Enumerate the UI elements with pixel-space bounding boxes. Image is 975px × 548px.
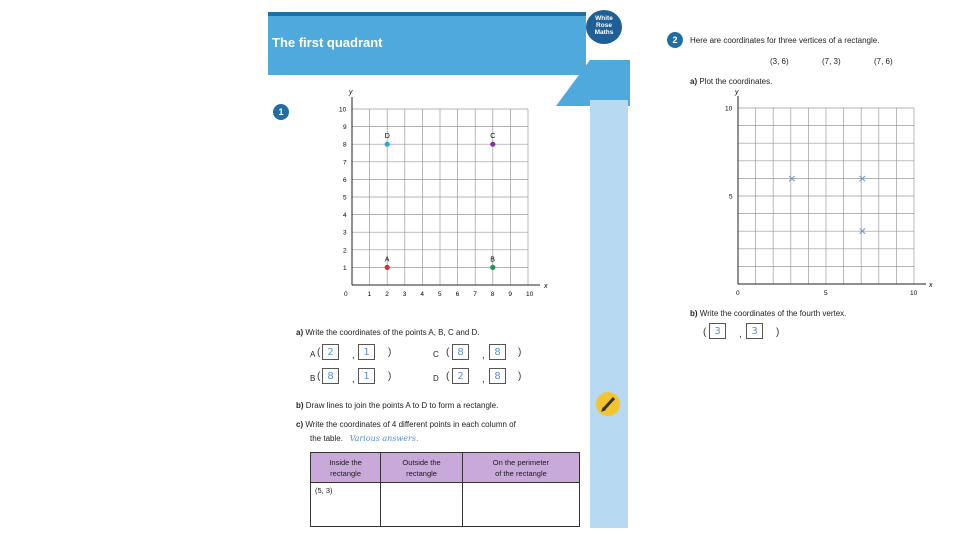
- comma: ,: [482, 350, 485, 361]
- plotted-point-2: ×: [857, 171, 867, 185]
- handwritten-note: Various answers.: [349, 434, 419, 443]
- table-header-perimeter: On the perimeter of the rectangle: [462, 453, 579, 483]
- q2-coord-1: (3, 6): [770, 57, 789, 66]
- answer-b-label: B: [310, 374, 316, 383]
- answer-c-x[interactable]: 8: [452, 344, 469, 360]
- answer-c-label: C: [433, 350, 439, 359]
- question-1-coordinate-grid: [330, 89, 550, 320]
- paren: ): [518, 371, 522, 382]
- banner-edge: [268, 12, 586, 16]
- page-title: The first quadrant: [272, 35, 383, 50]
- table-cell-inside[interactable]: (5, 3): [311, 483, 381, 527]
- table-cell-perimeter[interactable]: [462, 483, 579, 527]
- comma: ,: [482, 374, 485, 385]
- paren: ): [518, 347, 522, 358]
- point-c: [490, 142, 495, 147]
- answer-a-y[interactable]: 1: [358, 344, 375, 360]
- q2-part-a: a) Plot the coordinates.: [690, 77, 773, 86]
- answer-b-x[interactable]: 8: [322, 368, 339, 384]
- paren: ): [388, 347, 392, 358]
- question-1-badge: 1: [273, 104, 289, 120]
- point-a: [385, 265, 390, 270]
- table-header-inside: Inside the rectangle: [311, 453, 381, 483]
- x-tick-label: 10: [526, 291, 534, 298]
- q1-part-a: a) Write the coordinates of the points A, B, C and D.: [296, 328, 480, 337]
- comma: ,: [352, 350, 355, 361]
- answer-d-x[interactable]: 2: [452, 368, 469, 384]
- y-axis-label: y: [349, 89, 353, 96]
- paren: ): [776, 327, 780, 338]
- q2-part-b: b) Write the coordinates of the fourth vertex.: [690, 309, 847, 318]
- x-tick-label: 4: [420, 291, 425, 298]
- x-tick-label: 1: [367, 291, 372, 298]
- x-tick-label: 5: [438, 291, 442, 298]
- y-tick-label: 10: [725, 105, 733, 113]
- pencil-icon: [596, 392, 620, 416]
- y-axis-label: y: [735, 89, 739, 96]
- q1-part-c: c) Write the coordinates of 4 different points in each column of: [296, 420, 516, 429]
- y-tick-label: 5: [343, 194, 347, 202]
- x-tick-label: 0: [344, 291, 348, 298]
- x-tick-label: 0: [736, 290, 740, 297]
- x-tick-label: 10: [910, 290, 918, 297]
- plotted-point-3: ×: [857, 224, 867, 238]
- question-2-badge: 2: [667, 32, 683, 48]
- y-tick-label: 4: [343, 212, 347, 220]
- point-label-a: A: [384, 256, 390, 264]
- paren: (: [317, 347, 321, 358]
- x-tick-label: 3: [402, 291, 407, 298]
- y-tick-label: 5: [729, 193, 733, 201]
- points-table: [310, 452, 580, 527]
- answer-c-y[interactable]: 8: [489, 344, 506, 360]
- paren: (: [446, 371, 450, 382]
- plotted-point-1: ×: [787, 171, 797, 185]
- comma: ,: [739, 329, 742, 340]
- x-tick-label: 9: [508, 291, 513, 298]
- y-tick-label: 6: [343, 176, 347, 184]
- answer-d-y[interactable]: 8: [489, 368, 506, 384]
- y-tick-label: 8: [343, 141, 347, 149]
- x-tick-label: 7: [473, 291, 477, 298]
- y-tick-label: 1: [343, 264, 347, 272]
- q2-coord-3: (7, 6): [874, 57, 893, 66]
- fourth-vertex-y[interactable]: 3: [746, 323, 763, 339]
- table-header-outside: Outside the rectangle: [381, 453, 463, 483]
- answer-a-x[interactable]: 2: [322, 344, 339, 360]
- q1-part-b: b) Draw lines to join the points A to D to form a rectangle.: [296, 401, 499, 410]
- x-tick-label: 6: [455, 291, 460, 298]
- y-tick-label: 2: [343, 247, 347, 255]
- q2-intro: Here are coordinates for three vertices of a rectangle.: [690, 36, 880, 45]
- y-tick-label: 10: [339, 106, 347, 114]
- y-tick-label: 9: [343, 124, 347, 132]
- point-label-d: D: [384, 133, 390, 141]
- white-rose-maths-logo: White Rose Maths: [586, 10, 622, 44]
- point-label-c: C: [490, 133, 496, 141]
- point-d: [385, 142, 390, 147]
- x-tick-label: 5: [824, 290, 828, 297]
- y-tick-label: 7: [343, 159, 347, 167]
- x-tick-label: 8: [490, 291, 495, 298]
- y-tick-label: 3: [343, 229, 347, 237]
- question-2-coordinate-grid: [720, 89, 940, 304]
- table-cell-outside[interactable]: [381, 483, 463, 527]
- x-tick-label: 2: [385, 291, 389, 298]
- point-b: [490, 265, 495, 270]
- comma: ,: [352, 374, 355, 385]
- answer-d-label: D: [433, 374, 439, 383]
- answer-a-label: A: [310, 350, 316, 359]
- paren: (: [703, 327, 707, 338]
- side-stripe: [590, 100, 628, 528]
- x-axis-label: x: [929, 282, 933, 289]
- paren: ): [388, 371, 392, 382]
- x-axis-label: x: [544, 283, 548, 290]
- paren: (: [446, 347, 450, 358]
- q2-coord-2: (7, 3): [822, 57, 841, 66]
- point-label-b: B: [490, 256, 495, 264]
- fourth-vertex-x[interactable]: 3: [709, 323, 726, 339]
- paren: (: [317, 371, 321, 382]
- answer-b-y[interactable]: 1: [358, 368, 375, 384]
- q1-part-c-line2: the table. Various answers.: [310, 434, 419, 443]
